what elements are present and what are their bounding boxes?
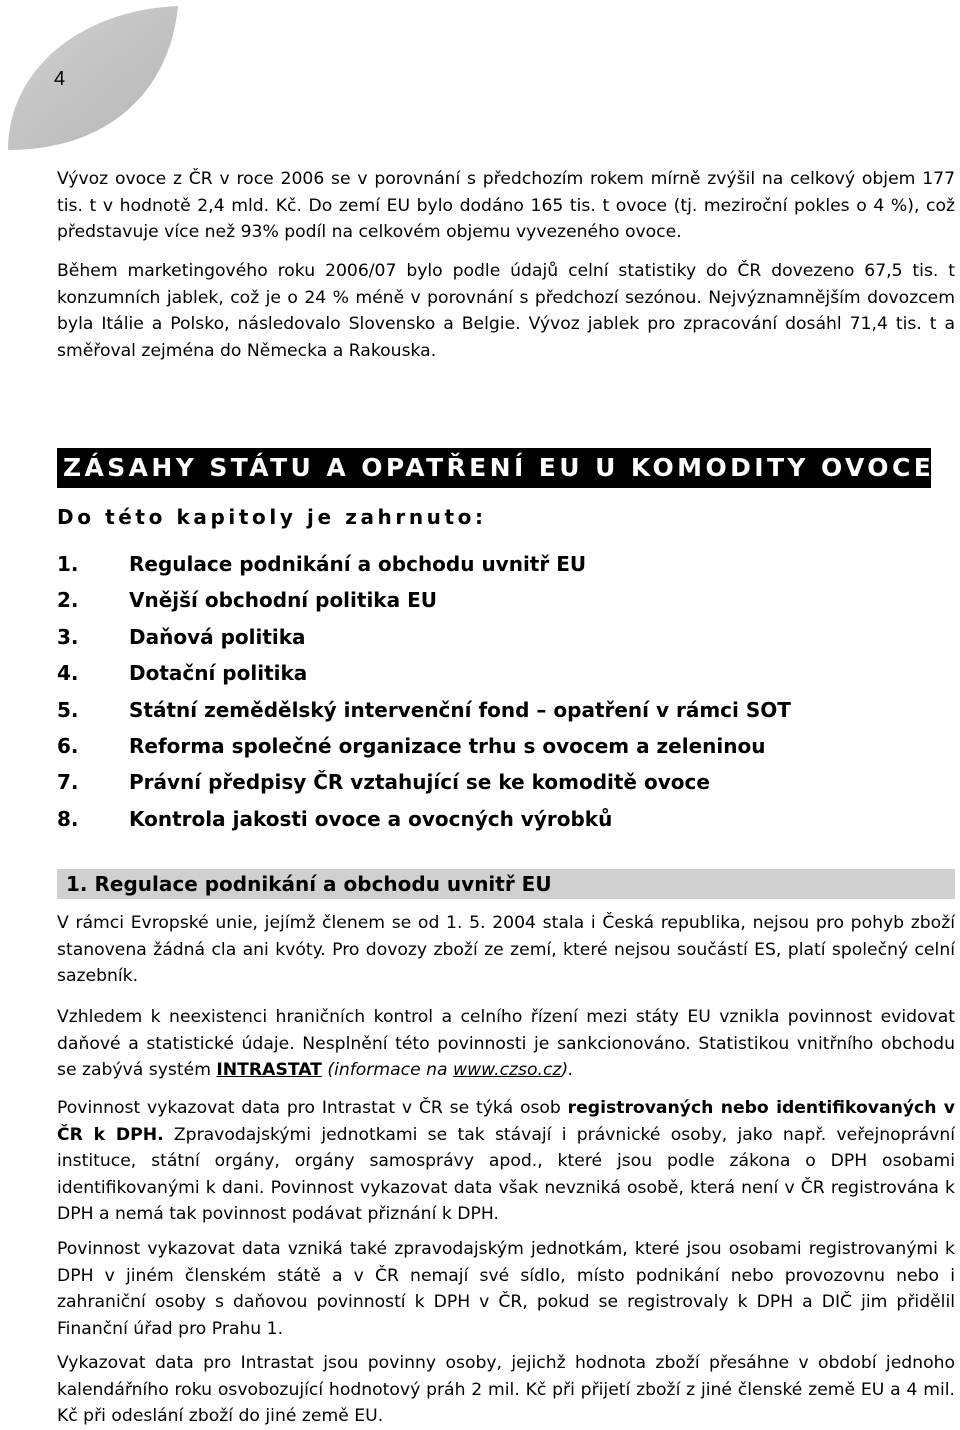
- list-item-number: 4.: [57, 661, 79, 686]
- section-paragraph-3: [57, 1095, 955, 1228]
- list-item-label: Regulace podnikání a obchodu uvnitř EU: [129, 552, 587, 576]
- list-item-number: 2.: [57, 588, 79, 613]
- list-item-label: Kontrola jakosti ovoce a ovocných výrobků: [129, 806, 613, 831]
- emphasis-text: registrovaných nebo identifikovaných v ČR k DPH.: [57, 1098, 956, 1145]
- list-item-label: Daňová politika: [129, 624, 306, 649]
- list-item-label: Dotační politika: [129, 661, 308, 686]
- list-item-number: 6.: [57, 733, 79, 758]
- section-title-bar: 1. Regulace podnikání a obchodu uvnitř EU: [57, 869, 955, 899]
- list-item: [57, 655, 791, 691]
- list-item: [57, 582, 791, 618]
- paragraph-text: Povinnost vykazovat data pro Intrastat v ČR se týká osob: [57, 1098, 568, 1118]
- section-paragraph-1: V rámci Evropské unie, jejímž členem se od 1. 5. 2004 stala i Česká republika, nejsou pro pohyb zboží stanovena žádná cla ani kvóty. Pro dovozy zboží ze zemí, které nejsou součástí ES, platí společný celní sazebník.: [57, 913, 955, 986]
- section-paragraph-4: Povinnost vykazovat data vzniká také zpravodajským jednotkám, které jsou osobami registrovanými k DPH v jiném členském státě a v ČR nemají své sídlo, místo podnikání nebo provozovnu nebo i zahraniční osoby s daňovou povinností k DPH v ČR, pokud se registrovaly k DPH a DIČ jim přidělil Finanční úřad pro Prahu 1.: [57, 1239, 955, 1339]
- intrastat-term: INTRASTAT: [216, 1060, 322, 1080]
- paragraph-text: Zpravodajskými jednotkami se tak stávají i právnické osoby, jako např. veřejnoprávní instituce, státní orgány, orgány samosprávy apod., které jsou podle zákona o DPH osobami identifikovanými k dani. Povinnost vykazovat data však nevzniká osobě, která není v ČR registrována k DPH a nemá tak povinnost podávat přiznání k DPH.: [57, 1124, 956, 1224]
- page-number: 4: [54, 68, 66, 90]
- list-item: [57, 619, 791, 655]
- list-item-number: 5.: [57, 697, 79, 722]
- list-item-label: Státní zemědělský intervenční fond – opatření v rámci SOT: [129, 697, 791, 722]
- leaf-shape: [0, 0, 180, 160]
- intro-paragraph-1: Vývoz ovoce z ČR v roce 2006 se v porovnání s předchozím rokem mírně zvýšil na celkový objem 177 tis. t v hodnotě 2,4 mld. Kč. Do zemí EU bylo dodáno 165 tis. t ovoce (tj. meziroční pokles o 4 %), což představuje více než 93% podíl na celkovém objemu vyvezeného ovoce.: [57, 169, 955, 242]
- list-item: [57, 801, 791, 837]
- list-item: [57, 692, 791, 728]
- info-prefix: (informace na: [321, 1060, 454, 1080]
- section-paragraph-2: [57, 1004, 955, 1084]
- section-paragraph-5: Vykazovat data pro Intrastat jsou povinny osoby, jejichž hodnota zboží přesáhne v období jednoho kalendářního roku osvobozující hodnotový práh 2 mil. Kč při přijetí zboží z jiné členské země EU a 4 mil. Kč při odeslání zboží do jiné země EU.: [57, 1353, 955, 1426]
- list-item-label: Reforma společné organizace trhu s ovocem a zeleninou: [129, 733, 766, 758]
- list-item-number: 7.: [57, 770, 79, 795]
- info-suffix: ).: [561, 1060, 574, 1080]
- list-item-number: 1.: [57, 552, 79, 576]
- list-item-number: 8.: [57, 806, 79, 831]
- paragraph-text: Vzhledem k neexistenci hraničních kontrol a celního řízení mezi státy EU vznikla povinnost evidovat daňové a statistické údaje. Nesplnění této povinnosti je sankcionováno. Statistikou vnitřního obchodu se zabývá systém: [57, 1007, 955, 1080]
- section-banner: ZÁSAHY STÁTU A OPATŘENÍ EU U KOMODITY OVOCE: [57, 448, 931, 488]
- chapter-list: [57, 546, 791, 837]
- page-corner-leaf: [0, 0, 180, 160]
- list-item-number: 3.: [57, 624, 79, 649]
- list-item-label: Vnější obchodní politika EU: [129, 588, 437, 613]
- list-item-label: Právní předpisy ČR vztahující se ke komoditě ovoce: [129, 770, 710, 795]
- intro-paragraph-2: Během marketingového roku 2006/07 bylo podle údajů celní statistiky do ČR dovezeno 67,5 tis. t konzumních jablek, což je o 24 % méně v porovnání s předchozí sezónou. Nejvýznamnějším dovozcem byla Itálie a Polsko, následovalo Slovensko a Belgie. Vývoz jablek pro zpracování dosáhl 71,4 tis. t a směřoval zejména do Německa a Rakouska.: [57, 261, 955, 361]
- list-item: [57, 764, 791, 800]
- list-item: [57, 546, 791, 582]
- czso-link[interactable]: www.czso.cz: [453, 1060, 562, 1080]
- chapter-heading: Do této kapitoly je zahrnuto:: [57, 505, 487, 529]
- list-item: [57, 728, 791, 764]
